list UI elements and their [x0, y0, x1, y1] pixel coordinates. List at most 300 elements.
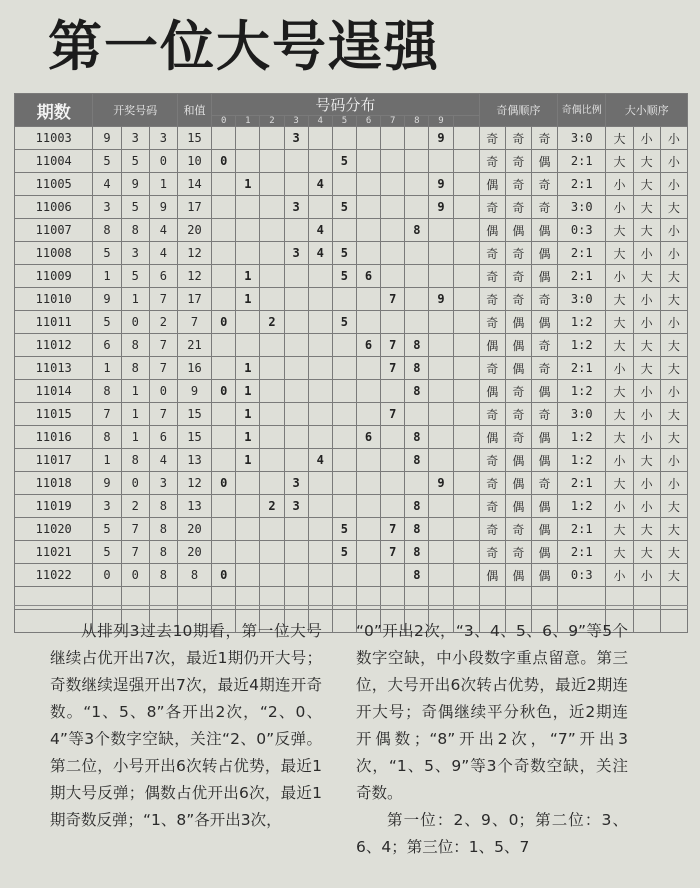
distribution-cell: [260, 380, 284, 403]
distribution-cell: 8: [405, 449, 429, 472]
distribution-cell: [212, 265, 236, 288]
size-cell: 小: [660, 380, 687, 403]
size-cell: 小: [633, 288, 660, 311]
size-cell: 小: [660, 311, 687, 334]
distribution-cell: 4: [308, 219, 332, 242]
odd-even-cell: 奇: [531, 403, 557, 426]
odd-even-cell: 奇: [479, 288, 505, 311]
distribution-cell: [429, 265, 453, 288]
distribution-cell: [356, 564, 380, 587]
distribution-cell: 3: [284, 242, 308, 265]
table-row: [15, 380, 688, 403]
empty-cell: [177, 587, 211, 610]
draw-number-cell: 7: [149, 403, 177, 426]
empty-cell: [660, 610, 687, 633]
distribution-cell: 7: [381, 357, 405, 380]
odd-even-ratio-cell: 3:0: [558, 127, 606, 150]
size-cell: 大: [633, 357, 660, 380]
size-cell: 大: [660, 357, 687, 380]
odd-even-cell: 偶: [531, 311, 557, 334]
distribution-cell: [308, 403, 332, 426]
draw-number-cell: 8: [149, 564, 177, 587]
odd-even-cell: 偶: [479, 173, 505, 196]
draw-number-cell: 5: [121, 265, 149, 288]
distribution-cell: 1: [236, 449, 260, 472]
odd-even-cell: 偶: [531, 495, 557, 518]
distribution-cell: [236, 472, 260, 495]
distribution-cell: 4: [308, 449, 332, 472]
distribution-cell: [308, 495, 332, 518]
odd-even-cell: 奇: [531, 334, 557, 357]
size-cell: 小: [660, 127, 687, 150]
odd-even-cell: 奇: [531, 127, 557, 150]
size-cell: 小: [606, 495, 633, 518]
odd-even-cell: 偶: [531, 380, 557, 403]
distribution-cell: [405, 196, 429, 219]
sum-cell: 16: [177, 357, 211, 380]
distribution-cell: [308, 426, 332, 449]
distribution-cell: 5: [332, 150, 356, 173]
distribution-cell: 5: [332, 196, 356, 219]
odd-even-ratio-cell: 3:0: [558, 403, 606, 426]
distribution-cell: 7: [381, 288, 405, 311]
distribution-cell: [284, 334, 308, 357]
draw-number-cell: 1: [121, 426, 149, 449]
table-row: [15, 564, 688, 587]
odd-even-ratio-cell: 0:3: [558, 219, 606, 242]
odd-even-cell: 奇: [531, 288, 557, 311]
distribution-cell: 8: [405, 357, 429, 380]
distribution-cell: [405, 127, 429, 150]
distribution-cell: 9: [429, 472, 453, 495]
odd-even-ratio-cell: 2:1: [558, 541, 606, 564]
distribution-spacer-cell: [453, 380, 479, 403]
distribution-cell: [381, 495, 405, 518]
distribution-cell: [284, 311, 308, 334]
table-row: [15, 357, 688, 380]
table-row: [15, 242, 688, 265]
odd-even-ratio-cell: 2:1: [558, 150, 606, 173]
distribution-cell: [405, 173, 429, 196]
odd-even-ratio-cell: 1:2: [558, 495, 606, 518]
size-cell: 大: [633, 150, 660, 173]
distribution-cell: [356, 357, 380, 380]
distribution-cell: [212, 334, 236, 357]
distribution-cell: [284, 173, 308, 196]
distribution-cell: [308, 518, 332, 541]
header-sum: 和值: [177, 94, 211, 127]
draw-number-cell: 0: [121, 472, 149, 495]
draw-number-cell: 3: [121, 242, 149, 265]
odd-even-cell: 奇: [505, 288, 531, 311]
distribution-cell: 9: [429, 196, 453, 219]
odd-even-cell: 奇: [479, 403, 505, 426]
sum-cell: 21: [177, 334, 211, 357]
odd-even-cell: 奇: [531, 173, 557, 196]
distribution-cell: [429, 311, 453, 334]
draw-number-cell: 7: [121, 518, 149, 541]
distribution-spacer-cell: [453, 403, 479, 426]
distribution-cell: [332, 127, 356, 150]
distribution-cell: [212, 518, 236, 541]
empty-cell: [356, 587, 380, 610]
size-cell: 小: [633, 311, 660, 334]
distribution-cell: 1: [236, 403, 260, 426]
distribution-cell: [284, 426, 308, 449]
size-cell: 大: [606, 127, 633, 150]
size-cell: 小: [606, 265, 633, 288]
sum-cell: 7: [177, 311, 211, 334]
article-right-column: [356, 618, 628, 861]
distribution-cell: [308, 564, 332, 587]
distribution-cell: [308, 472, 332, 495]
draw-table-body: [15, 127, 688, 633]
table-row: [15, 196, 688, 219]
distribution-cell: [284, 541, 308, 564]
period-cell: 11020: [15, 518, 93, 541]
odd-even-cell: 偶: [531, 449, 557, 472]
distribution-cell: [356, 311, 380, 334]
table-row: [15, 472, 688, 495]
draw-number-cell: 7: [121, 541, 149, 564]
size-cell: 小: [633, 564, 660, 587]
size-cell: 大: [660, 541, 687, 564]
distribution-cell: [356, 196, 380, 219]
draw-number-cell: 3: [149, 472, 177, 495]
distribution-cell: 3: [284, 495, 308, 518]
distribution-cell: [429, 449, 453, 472]
sum-cell: 20: [177, 518, 211, 541]
table-row: [15, 311, 688, 334]
empty-cell: [260, 587, 284, 610]
table-row: [15, 265, 688, 288]
table-row: [15, 288, 688, 311]
distribution-cell: [308, 265, 332, 288]
distribution-spacer-cell: [453, 219, 479, 242]
draw-number-cell: 2: [121, 495, 149, 518]
size-cell: 小: [633, 380, 660, 403]
distribution-cell: [260, 288, 284, 311]
distribution-spacer-cell: [453, 311, 479, 334]
draw-number-cell: 2: [149, 311, 177, 334]
distribution-spacer-cell: [453, 242, 479, 265]
odd-even-cell: 奇: [479, 518, 505, 541]
odd-even-ratio-cell: 2:1: [558, 242, 606, 265]
size-cell: 小: [660, 173, 687, 196]
empty-cell: [633, 587, 660, 610]
empty-cell: [284, 587, 308, 610]
size-cell: 小: [660, 242, 687, 265]
size-cell: 大: [633, 219, 660, 242]
distribution-spacer-cell: [453, 150, 479, 173]
empty-cell: [332, 587, 356, 610]
distribution-cell: [332, 449, 356, 472]
table-row: [15, 518, 688, 541]
odd-even-ratio-cell: 2:1: [558, 357, 606, 380]
draw-number-cell: 5: [93, 311, 121, 334]
table-row: [15, 495, 688, 518]
draw-number-cell: 4: [149, 242, 177, 265]
size-cell: 小: [660, 449, 687, 472]
empty-cell: [479, 587, 505, 610]
draw-number-cell: 3: [121, 127, 149, 150]
distribution-cell: [356, 173, 380, 196]
lottery-draw-table: [14, 93, 688, 633]
empty-cell: [558, 587, 606, 610]
draw-number-cell: 8: [93, 426, 121, 449]
size-cell: 大: [633, 518, 660, 541]
distribution-cell: [429, 426, 453, 449]
distribution-cell: 8: [405, 219, 429, 242]
distribution-cell: [405, 472, 429, 495]
distribution-cell: 1: [236, 380, 260, 403]
header-distribution: 号码分布: [212, 94, 480, 116]
size-cell: 大: [633, 265, 660, 288]
size-cell: 大: [606, 150, 633, 173]
empty-cell: [332, 610, 356, 633]
odd-even-cell: 偶: [531, 150, 557, 173]
distribution-cell: 2: [260, 495, 284, 518]
table-row: [15, 334, 688, 357]
distribution-cell: 1: [236, 173, 260, 196]
distribution-cell: 1: [236, 265, 260, 288]
distribution-cell: [284, 449, 308, 472]
distribution-cell: [332, 403, 356, 426]
odd-even-ratio-cell: 2:1: [558, 472, 606, 495]
odd-even-cell: 偶: [479, 564, 505, 587]
empty-cell: [212, 587, 236, 610]
sum-cell: 12: [177, 265, 211, 288]
table-row: [15, 426, 688, 449]
distribution-cell: 1: [236, 288, 260, 311]
distribution-cell: [236, 196, 260, 219]
draw-number-cell: 9: [93, 472, 121, 495]
odd-even-cell: 奇: [479, 196, 505, 219]
distribution-cell: [356, 380, 380, 403]
distribution-cell: [284, 150, 308, 173]
size-cell: 小: [633, 495, 660, 518]
draw-number-cell: 0: [121, 311, 149, 334]
period-cell: 11011: [15, 311, 93, 334]
distribution-cell: [260, 334, 284, 357]
size-cell: 大: [633, 334, 660, 357]
distribution-cell: [356, 150, 380, 173]
section-divider: [14, 605, 688, 606]
distribution-cell: [236, 219, 260, 242]
distribution-spacer-cell: [453, 357, 479, 380]
size-cell: 大: [606, 518, 633, 541]
article-title: 第一位大号逞强: [48, 15, 440, 78]
distribution-cell: 7: [381, 403, 405, 426]
empty-cell: [405, 587, 429, 610]
draw-number-cell: 7: [149, 357, 177, 380]
distribution-cell: [356, 219, 380, 242]
draw-number-cell: 1: [121, 403, 149, 426]
distribution-cell: [236, 564, 260, 587]
header-size-order: 大小顺序: [606, 94, 688, 127]
distribution-cell: [284, 564, 308, 587]
size-cell: 大: [633, 196, 660, 219]
size-cell: 小: [633, 472, 660, 495]
odd-even-cell: 偶: [531, 219, 557, 242]
size-cell: 大: [606, 288, 633, 311]
odd-even-ratio-cell: 1:2: [558, 334, 606, 357]
distribution-cell: [381, 380, 405, 403]
odd-even-cell: 偶: [531, 564, 557, 587]
table-row-empty: [15, 587, 688, 610]
distribution-cell: [260, 472, 284, 495]
header-draw-numbers: 开奖号码: [93, 94, 177, 127]
odd-even-ratio-cell: 0:3: [558, 564, 606, 587]
empty-cell: [236, 587, 260, 610]
distribution-cell: [284, 403, 308, 426]
size-cell: 大: [633, 541, 660, 564]
distribution-cell: [260, 219, 284, 242]
distribution-cell: [212, 357, 236, 380]
size-cell: 小: [633, 426, 660, 449]
header-digit-spacer: [453, 116, 479, 127]
distribution-cell: [405, 242, 429, 265]
draw-number-cell: 8: [121, 334, 149, 357]
distribution-cell: [260, 541, 284, 564]
table-row: [15, 541, 688, 564]
distribution-cell: [381, 150, 405, 173]
draw-number-cell: 8: [149, 518, 177, 541]
distribution-cell: [429, 150, 453, 173]
distribution-spacer-cell: [453, 495, 479, 518]
distribution-cell: [332, 380, 356, 403]
odd-even-cell: 偶: [531, 541, 557, 564]
draw-number-cell: 0: [93, 564, 121, 587]
empty-cell: [633, 610, 660, 633]
distribution-cell: [308, 127, 332, 150]
distribution-cell: [332, 495, 356, 518]
draw-number-cell: 0: [121, 564, 149, 587]
draw-number-cell: 9: [93, 288, 121, 311]
distribution-cell: [356, 242, 380, 265]
size-cell: 小: [633, 127, 660, 150]
size-cell: 小: [633, 242, 660, 265]
distribution-cell: [381, 564, 405, 587]
distribution-cell: [260, 173, 284, 196]
size-cell: 小: [660, 219, 687, 242]
odd-even-ratio-cell: 1:2: [558, 380, 606, 403]
odd-even-cell: 奇: [479, 150, 505, 173]
distribution-cell: 7: [381, 541, 405, 564]
draw-number-cell: 9: [93, 127, 121, 150]
odd-even-cell: 奇: [505, 265, 531, 288]
size-cell: 大: [633, 173, 660, 196]
distribution-spacer-cell: [453, 196, 479, 219]
distribution-spacer-cell: [453, 127, 479, 150]
sum-cell: 9: [177, 380, 211, 403]
odd-even-cell: 偶: [505, 449, 531, 472]
article-left-column: [50, 618, 322, 834]
draw-number-cell: 8: [121, 357, 149, 380]
distribution-cell: [381, 219, 405, 242]
draw-number-cell: 3: [93, 196, 121, 219]
distribution-cell: [236, 518, 260, 541]
distribution-cell: 5: [332, 311, 356, 334]
distribution-cell: [356, 288, 380, 311]
odd-even-ratio-cell: 1:2: [558, 426, 606, 449]
header-digit-0: 0: [212, 116, 236, 127]
header-digit-7: 7: [381, 116, 405, 127]
odd-even-cell: 偶: [531, 426, 557, 449]
distribution-spacer-cell: [453, 449, 479, 472]
sum-cell: 15: [177, 127, 211, 150]
odd-even-cell: 奇: [531, 196, 557, 219]
empty-cell: [121, 587, 149, 610]
size-cell: 小: [606, 564, 633, 587]
odd-even-ratio-cell: 1:2: [558, 449, 606, 472]
distribution-cell: 3: [284, 196, 308, 219]
distribution-cell: [429, 357, 453, 380]
distribution-cell: [308, 541, 332, 564]
distribution-cell: [405, 311, 429, 334]
odd-even-cell: 偶: [505, 311, 531, 334]
draw-number-cell: 1: [121, 288, 149, 311]
odd-even-cell: 偶: [531, 518, 557, 541]
odd-even-cell: 奇: [479, 357, 505, 380]
distribution-cell: 6: [356, 426, 380, 449]
odd-even-cell: 偶: [505, 219, 531, 242]
article-recommendation: 第一位：2、9、0；第二位：3、6、4；第三位：1、5、7: [356, 811, 628, 856]
sum-cell: 15: [177, 426, 211, 449]
draw-number-cell: 5: [121, 150, 149, 173]
distribution-cell: [212, 403, 236, 426]
draw-number-cell: 5: [93, 242, 121, 265]
odd-even-cell: 奇: [479, 449, 505, 472]
odd-even-cell: 偶: [479, 426, 505, 449]
header-digit-6: 6: [356, 116, 380, 127]
odd-even-cell: 奇: [505, 173, 531, 196]
distribution-cell: [332, 173, 356, 196]
distribution-spacer-cell: [453, 472, 479, 495]
distribution-cell: [260, 518, 284, 541]
distribution-cell: [236, 150, 260, 173]
distribution-cell: 5: [332, 242, 356, 265]
table-row: [15, 150, 688, 173]
empty-cell: [660, 587, 687, 610]
distribution-cell: 8: [405, 334, 429, 357]
empty-cell: [531, 587, 557, 610]
distribution-cell: [332, 219, 356, 242]
draw-number-cell: 4: [149, 219, 177, 242]
odd-even-cell: 偶: [505, 564, 531, 587]
distribution-cell: [405, 150, 429, 173]
distribution-cell: [212, 541, 236, 564]
odd-even-cell: 奇: [505, 426, 531, 449]
distribution-cell: [212, 196, 236, 219]
distribution-cell: [405, 265, 429, 288]
distribution-cell: [332, 357, 356, 380]
distribution-cell: [381, 472, 405, 495]
period-cell: 11014: [15, 380, 93, 403]
draw-number-cell: 1: [121, 380, 149, 403]
distribution-cell: [260, 426, 284, 449]
sum-cell: 13: [177, 495, 211, 518]
size-cell: 大: [606, 219, 633, 242]
odd-even-ratio-cell: 1:2: [558, 311, 606, 334]
distribution-cell: [284, 357, 308, 380]
empty-cell: [429, 587, 453, 610]
size-cell: 小: [606, 196, 633, 219]
period-cell: 11009: [15, 265, 93, 288]
distribution-cell: 7: [381, 334, 405, 357]
distribution-cell: [212, 127, 236, 150]
period-cell: 11007: [15, 219, 93, 242]
